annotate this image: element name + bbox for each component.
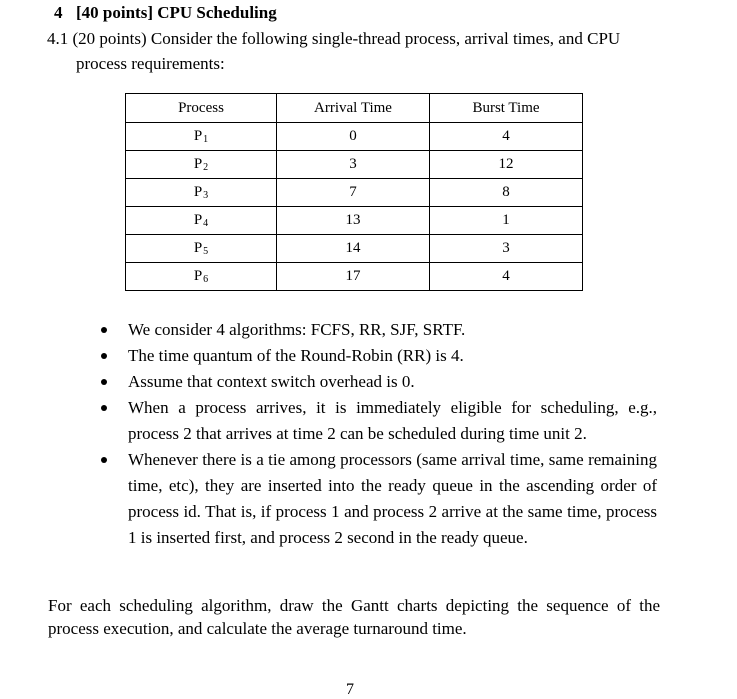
section-number: 4 bbox=[54, 3, 63, 22]
table-row bbox=[126, 235, 583, 263]
table-row bbox=[126, 123, 583, 151]
table-row bbox=[126, 151, 583, 179]
header-arrival-time: Arrival Time bbox=[277, 94, 430, 123]
bullet-icon bbox=[101, 327, 107, 333]
table-row bbox=[126, 263, 583, 291]
instructions-paragraph: For each scheduling algorithm, draw the Gantt charts depicting the sequence of the process execution, and calculate the average turnaround time. bbox=[48, 596, 660, 638]
list-item: Assume that context switch overhead is 0. bbox=[0, 369, 737, 395]
arrival-cell: 13 bbox=[277, 207, 430, 235]
bullet-icon bbox=[101, 405, 107, 411]
header-process: Process bbox=[126, 94, 277, 123]
burst-cell: 12 bbox=[430, 151, 583, 179]
burst-cell: 1 bbox=[430, 207, 583, 235]
process-cell: $P_6$ bbox=[126, 263, 277, 291]
header-burst-time: Burst Time bbox=[430, 94, 583, 123]
list-item: The time quantum of the Round-Robin (RR) is 4. bbox=[0, 343, 737, 369]
list-item: We consider 4 algorithms: FCFS, RR, SJF, SRTF. bbox=[0, 317, 737, 343]
intro-line-1: 4.1 (20 points) Consider the following single-thread process, arrival times, and CPU bbox=[47, 29, 621, 48]
bullet-icon bbox=[101, 457, 107, 463]
process-cell: $P_3$ bbox=[126, 179, 277, 207]
page-number: 7 bbox=[346, 681, 354, 698]
burst-cell: 3 bbox=[430, 235, 583, 263]
list-item: Whenever there is a tie among processors (same arrival time, same remaining time, etc), they are inserted into the ready queue in the ascending order of process id. That is, if process 1 and process 2 arrive at the same time, process 1 is inserted first, and process 2 second in the ready queue. bbox=[0, 447, 737, 551]
bullet-icon bbox=[101, 379, 107, 385]
table-header-row bbox=[126, 94, 583, 123]
burst-cell: 4 bbox=[430, 123, 583, 151]
process-cell: $P_2$ bbox=[126, 151, 277, 179]
arrival-cell: 3 bbox=[277, 151, 430, 179]
process-cell: $P_5$ bbox=[126, 235, 277, 263]
arrival-cell: 0 bbox=[277, 123, 430, 151]
burst-cell: 8 bbox=[430, 179, 583, 207]
bullet-icon bbox=[101, 353, 107, 359]
burst-cell: 4 bbox=[430, 263, 583, 291]
intro-line-2: process requirements: bbox=[76, 54, 225, 73]
arrival-cell: 7 bbox=[277, 179, 430, 207]
process-table bbox=[125, 93, 583, 291]
arrival-cell: 17 bbox=[277, 263, 430, 291]
section-title: [40 points] CPU Scheduling bbox=[76, 3, 277, 22]
arrival-cell: 14 bbox=[277, 235, 430, 263]
process-cell: $P_4$ bbox=[126, 207, 277, 235]
assumptions-list bbox=[0, 317, 737, 551]
section-heading bbox=[54, 3, 277, 23]
table-row bbox=[126, 179, 583, 207]
list-item: When a process arrives, it is immediately eligible for scheduling, e.g., process 2 that arrives at time 2 can be scheduled during time unit 2. bbox=[0, 395, 737, 447]
table-row bbox=[126, 207, 583, 235]
process-cell: $P_1$ bbox=[126, 123, 277, 151]
